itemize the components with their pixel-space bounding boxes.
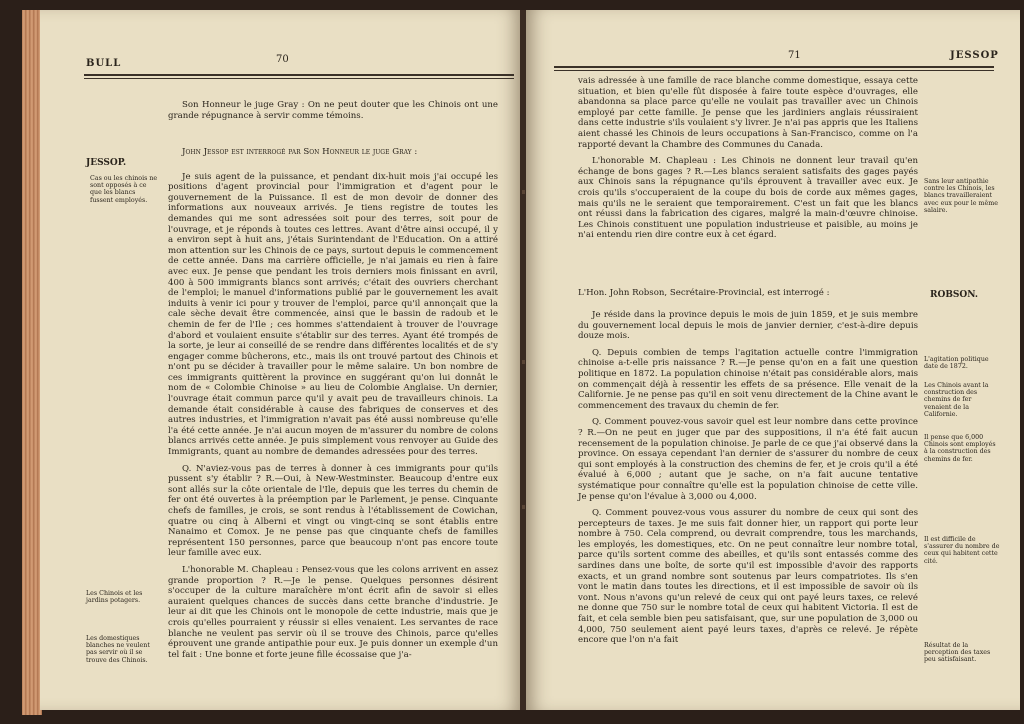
left-page bbox=[40, 10, 522, 710]
left-header-rule-thin bbox=[84, 78, 514, 79]
left-paragraph-3: L'honorable M. Chapleau : Pensez-vous que les colons arrivent en assez grande proportion ? R.—Je le pense. Quelques personnes désirent s'occuper de la culture maraîchère m'ont écrit afin de savoir si elles auraient quelques chances de succès dans cette branche d'industrie. Je leur ai dit que les Chinois ont le monopole de cette industrie, mais que je crois qu'elles pourraient y réussir si elles venaient. Les servantes de race blanche ne veulent pas servir où il se trouve des Chinois, parce qu'elles éprouvent une grande antipathie pour eux. Je puis donner un exemple d'un tel fait : Une bonne et forte jeune fille écossaise que j'a- bbox=[168, 564, 498, 660]
left-sidenote-1: Cas ou les chinois ne sont opposés à ce que les blancs fussent employés. bbox=[90, 175, 158, 204]
right-witness-heading: L'Hon. John Robson, Secrétaire-Provincial, est interrogé : bbox=[578, 288, 830, 298]
page-edges bbox=[22, 10, 42, 715]
right-sidenote-4: Il pense que 6,000 Chinois sont employés à la construction des chemins de fer. bbox=[924, 434, 996, 463]
right-header-rule bbox=[554, 66, 994, 68]
right-sidenote-2: L'agitation politique date de 1872. bbox=[924, 356, 989, 371]
right-sidenote-5: Il est difficile de s'assurer du nombre de ceux qui habitent cette cité. bbox=[924, 536, 1000, 565]
binding-stitch bbox=[522, 505, 525, 509]
intro-paragraph: Son Honneur le juge Gray : On ne peut douter que les Chinois ont une grande répugnance à servir comme témoins. bbox=[168, 100, 498, 121]
left-page-number: 70 bbox=[276, 54, 289, 65]
right-body-top bbox=[578, 76, 918, 247]
right-page bbox=[526, 10, 1020, 710]
right-running-head: JESSOP bbox=[950, 50, 999, 61]
right-paragraph-1: vais adressée à une famille de race blanche comme domestique, essaya cette situation, et bien qu'elle fût disposée à faire toute espèce d'ouvrages, elle abandonna sa place parce qu'elle ne voulait pas travailler avec un Chinois employé par cette famille. Je pense que les jardiniers anglais réussiraient dans cette industrie s'ils voulaient s'y livrer. Je n'ai pas appris que les Italiens aient chassé les Chinois de leurs occupations à San-Francisco, comme on l'a rapporté devant la Chambre des Communes du Canada. bbox=[578, 76, 918, 150]
left-witness-label: JESSOP. bbox=[86, 158, 127, 168]
right-paragraph-6: Q. Comment pouvez-vous vous assurer du nombre de ceux qui sont des percepteurs de taxes. Je me suis fait donner hier, un rapport qui porte leur nombre à 750. Cela comprend, ou devrait comprendre, tous les marchands, les employés, les domestiques, etc. On ne peut connaître leur nombre total, parce qu'ils sortent comme des abeilles, et qu'ils sont entassés comme des sardines dans une boîte, de sorte qu'il est impossible d'avoir des rapports exacts, et un grand nombre sont soutenus par leurs compatriotes. Ils s'en vont le matin dans toutes les directions, et il est impossible de savoir où ils vont. Nous n'avons qu'un relevé de ceux qui ont payé leurs taxes, ce relevé ne donne que 750 sur le nombre total de ceux qui habitent Victoria. Il est de fait, et cela semble bien peu satisfaisant, que, sur une population de 3,000 ou 4,000, 750 seulement aient payé leurs taxes, d'après ce relevé. Je répète encore que l'on n'a fait bbox=[578, 508, 918, 646]
left-paragraph-2: Q. N'aviez-vous pas de terres à donner à ces immigrants pour qu'ils pussent s'y établir ? R.—Oui, à New-Westminster. Beaucoup d'entre eux sont allés sur la côte orientale de l'Ile, depuis que les terres du chemin de fer ont été ouvertes à la préemption par le Parlement, je pense. Cinquante chefs de familles, je crois, se sont rendus à l'établissement de Cowichan, quatre ou cinq à Alberni et vingt ou vingt-cinq se sont établis entre Nanaimo et Comox. Je ne pense pas que cinquante chefs de familles représentent 150 personnes, parce que beaucoup n'ont pas encore toute leur famille avec eux. bbox=[168, 463, 498, 559]
right-paragraph-4: Q. Depuis combien de temps l'agitation actuelle contre l'immigration chinoise a-t-elle pris naissance ? R.—Je pense qu'on en a fait une question politique en 1872. La population chinoise n'était pas considérable alors, mais on commençait déjà à ressentir les effets de sa présence. Elle venait de la Californie. Je ne pense pas qu'il en soit venu directement de la Chine avant le commencement des travaux du chemin de fer. bbox=[578, 347, 918, 411]
right-header-rule-thin bbox=[554, 70, 994, 71]
left-header-rule bbox=[84, 74, 514, 76]
left-body bbox=[168, 147, 498, 666]
right-sidenote-6: Résultat de la perception des taxes peu satisfaisant. bbox=[924, 642, 991, 664]
right-sidenote-3: Les Chinois avant la construction des chemins de fer venaient de la Californie. bbox=[924, 382, 989, 418]
right-body-bottom bbox=[578, 310, 918, 652]
left-running-head: BULL bbox=[86, 58, 122, 69]
left-sidenote-2: Les Chinois et les jardins potagers. bbox=[86, 590, 143, 605]
right-paragraph-3: Je réside dans la province depuis le mois de juin 1859, et je suis membre du gouvernement local depuis le mois de janvier dernier, c'est-à-dire depuis douze mois. bbox=[578, 310, 918, 342]
right-witness-label: ROBSON. bbox=[930, 290, 979, 300]
right-paragraph-5: Q. Comment pouvez-vous savoir quel est leur nombre dans cette province ? R.—On ne peut en juger que par des suppositions, il n'a été fait aucun recensement de la population chinoise. Je parle de ce que j'ai observé dans la province. On essaya cependant l'an dernier de s'assurer du nombre de ceux qui sont employés à la construction des chemins de fer, et je crois qu'il a été évalué à 6,000 ; autant que je sache, on n'a fait aucune tentative systématique pour connaître qu'elle est la population chinoise de cette ville. Je pense qu'on l'évalue à 3,000 ou 4,000. bbox=[578, 417, 918, 502]
witness-heading: John Jessop est interrogé par Son Honneur le juge Gray : bbox=[182, 147, 418, 157]
right-page-number: 71 bbox=[788, 50, 801, 61]
binding-stitch bbox=[522, 360, 525, 364]
right-sidenote-1: Sans leur antipathie contre les Chinois, les blancs travailleraient avec eux pour le même salaire. bbox=[924, 178, 998, 214]
right-witness-heading-wrap bbox=[578, 288, 878, 305]
left-intro bbox=[168, 100, 498, 127]
left-paragraph-1: Je suis agent de la puissance, et pendant dix-huit mois j'ai occupé les positions d'agent provincial pour l'immigration et d'agent pour le gouvernement de la Puissance. Il est de mon devoir de donner des informations aux nouveaux arrivés. Je tiens registre de toutes les demandes qui me sont adressées soit pour des terres, soit pour de l'ouvrage, et je réponds à toutes ces lettres. Avant d'être ainsi occupé, il y a environ sept à huit ans, j'étais Surintendant de l'Education. On a attiré mon attention sur les Chinois de ce pays, surtout depuis le commencement de cette année. Dans ma carrière officielle, je n'ai jamais eu rien à faire avec eux. Je pense que pendant les trois derniers mois finissant en avril, 400 à 500 immigrants blancs sont arrivés; c'était des ouvriers cherchant de l'emploi; le manuel d'informations publié par le gouvernement les avait induits à venir ici pour y trouver de l'emploi, parce qu'il annonçait que la cale sèche devait être commencée, ainsi que le bassin de radoub et le chemin de fer de l'Ile ; ces hommes s'attendaient à trouver de l'ouvrage d'abord et voulaient ensuite s'établir sur des terres. Ayant été trompés de la sorte, je leur ai conseillé de se rendre dans différentes localités et de s'y engager comme bûcherons, etc., mais ils ont trouvé partout des Chinois et n'ont pu se décider à travailler pour le même salaire. Un bon nombre de ces immigrants quittèrent la province en suggérant qu'on lui donnât le nom de « Colombie Chinoise » au lieu de Colombie Anglaise. Un dernier, l'ouvrage était commun parce qu'il y avait peu de travailleurs chinois. La demande était considérable à cause des fabriques de conserves et des autres industries, et l'immigration n'avait pas été aussi nombreuse qu'elle l'a été cette année. Je n'ai aucun moyen de m'assurer du nombre de colons blancs arrivés cette année. Je puis simplement vous renvoyer au Guide des Immigrants, quant au nombre de demandes adressées pour des terres. bbox=[168, 171, 498, 458]
left-sidenote-3: Les domestiques blanches ne veulent pas servir où il se trouve des Chinois. bbox=[86, 635, 150, 664]
binding-stitch bbox=[522, 190, 525, 194]
right-paragraph-2: L'honorable M. Chapleau : Les Chinois ne donnent leur travail qu'en échange de bons gages ? R.—Les blancs seraient satisfaits des gages payés aux Chinois sans la répugnance qu'ils éprouvent à travailler avec eux. Je crois qu'ils s'occuperaient de la coupe du bois de corde aux mêmes gages, mais qu'ils ne le seraient que temporairement. C'est un fait que les blancs ont réussi dans la fabrication des cigares, malgré la main-d'œuvre chinoise. Les Chinois constituent une population industrieuse et paisible, au moins je n'ai entendu rien dire contre eux à cet égard. bbox=[578, 156, 918, 241]
